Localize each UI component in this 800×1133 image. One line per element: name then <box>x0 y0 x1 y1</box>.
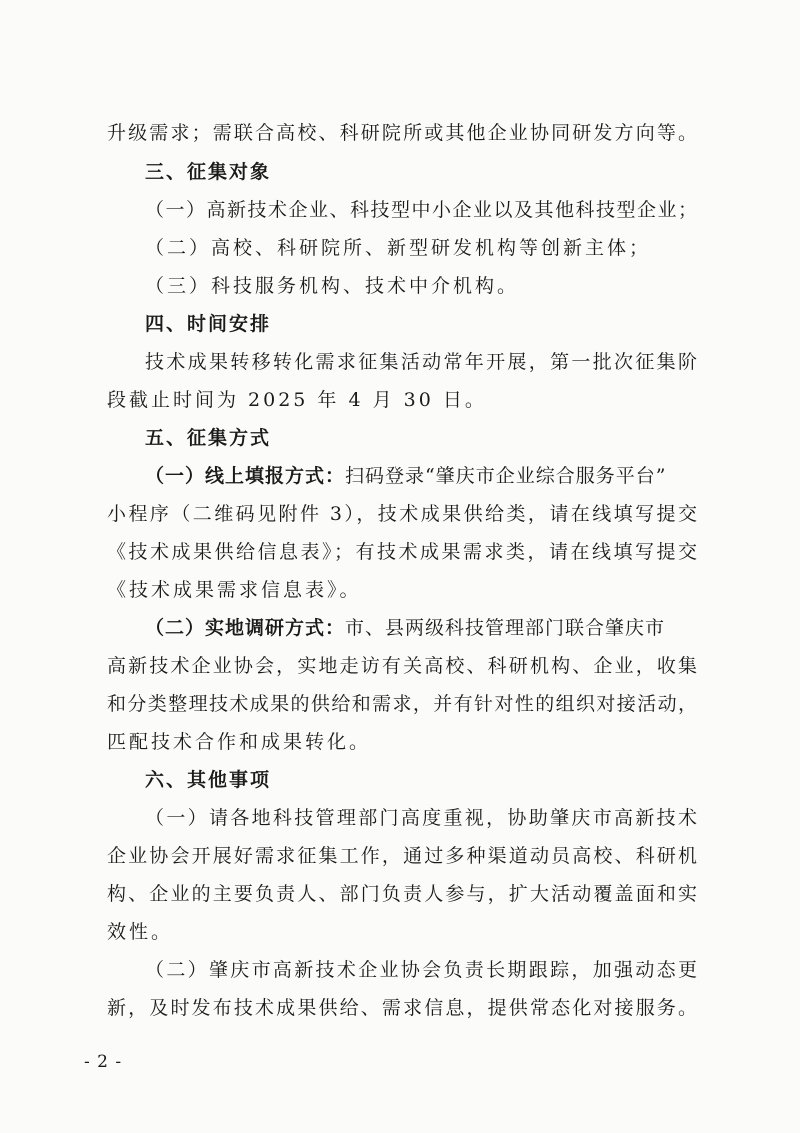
paragraph-line: 升级需求；需联合高校、科研院所或其他企业协同研发方向等。 <box>107 122 697 144</box>
paragraph-line: 技术成果转移转化需求征集活动常年开展，第一批次征集阶 <box>145 351 697 373</box>
paragraph-line: 《技术成果需求信息表》。 <box>107 579 362 601</box>
method-text: 市、县两级科技管理部门联合肇庆市 <box>345 617 666 639</box>
paragraph-line: （三）科技服务机构、技术中介机构。 <box>145 275 520 297</box>
paragraph-line: 构、企业的主要负责人、部门负责人参与，扩大活动覆盖面和实 <box>107 883 697 905</box>
paragraph-line: 匹配技术合作和成果转化。 <box>107 731 372 753</box>
paragraph-line: 企业协会开展好需求征集工作，通过多种渠道动员高校、科研机 <box>107 845 697 867</box>
paragraph-line: 效性。 <box>107 921 174 943</box>
section-heading-6: 六、其他事项 <box>145 769 272 791</box>
method-label-field: （二）实地调研方式： <box>145 617 346 639</box>
paragraph-line <box>145 615 697 641</box>
paragraph-line: 小程序（二维码见附件 3），技术成果供给类，请在线填写提交 <box>107 503 697 525</box>
paragraph-line: 《技术成果供给信息表》；有技术成果需求类，请在线填写提交 <box>107 541 697 563</box>
paragraph-line: （一）高新技术企业、科技型中小企业以及其他科技型企业； <box>145 199 697 221</box>
section-heading-4: 四、时间安排 <box>145 313 272 335</box>
method-label-online: （一）线上填报方式： <box>145 465 346 487</box>
paragraph-line: 高新技术企业协会，实地走访有关高校、科研机构、企业，收集 <box>107 655 697 677</box>
paragraph-line <box>145 463 697 489</box>
paragraph-line: 和分类整理技术成果的供给和需求，并有针对性的组织对接活动， <box>107 693 697 715</box>
paragraph-line: （一）请各地科技管理部门高度重视，协助肇庆市高新技术 <box>145 807 697 829</box>
paragraph-line: （二）高校、科研院所、新型研发机构等创新主体； <box>145 237 652 259</box>
paragraph-line: 段截止时间为 2025 年 4 月 30 日。 <box>107 389 487 411</box>
method-text: 扫码登录“肇庆市企业综合服务平台” <box>345 465 667 487</box>
page-number: - 2 - <box>84 1052 123 1072</box>
section-heading-3: 三、征集对象 <box>145 161 272 183</box>
section-heading-5: 五、征集方式 <box>145 427 272 449</box>
paragraph-line: （二）肇庆市高新技术企业协会负责长期跟踪，加强动态更 <box>145 959 697 981</box>
paragraph-line: 新，及时发布技术成果供给、需求信息，提供常态化对接服务。 <box>107 997 697 1019</box>
